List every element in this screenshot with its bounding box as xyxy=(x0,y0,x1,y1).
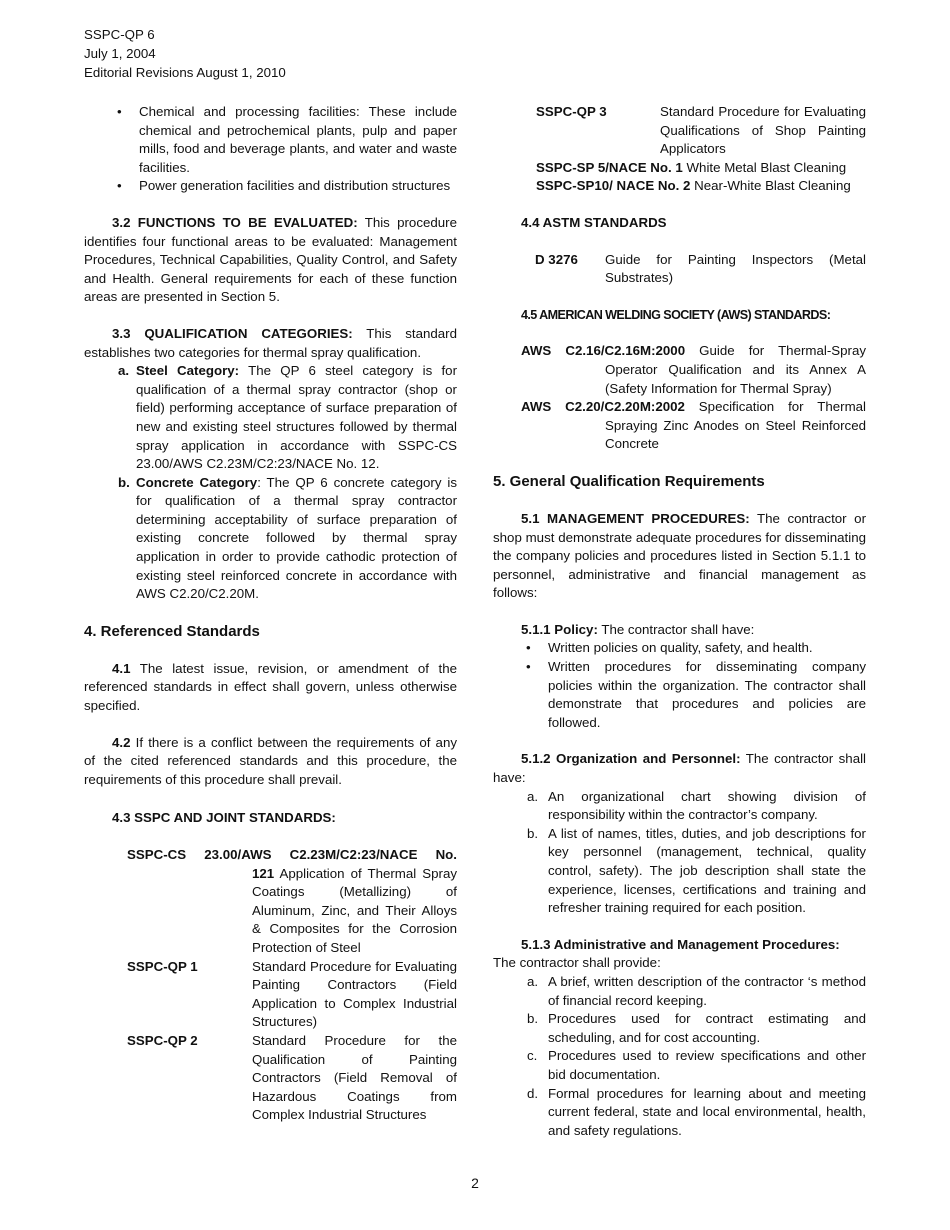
item-heading: Concrete Category xyxy=(136,474,258,490)
standard-key: 121 xyxy=(252,865,275,881)
left-column xyxy=(84,103,457,1125)
standard-key: SSPC-QP 1 xyxy=(127,958,198,974)
item-text: Procedures used to review specifications and other bid documentation. xyxy=(548,1048,866,1082)
standard-entry xyxy=(536,103,866,159)
standard-text: Application of Thermal Spray Coatings (Metallizing) of Aluminum, Zinc, and Their Alloys & Composites for the Corrosion Protection of Steel xyxy=(252,865,457,955)
section-5-1-3 xyxy=(493,936,866,955)
standard-text: Near-White Blast Cleaning xyxy=(690,178,851,194)
item-letter: a. xyxy=(118,363,130,379)
section-heading: 3.3 QUALIFICATION CATEGORIES: xyxy=(112,325,353,341)
paragraph-text: If there is a conflict between the requirements of any of the cited referenced standards and this procedure, the requirements of this procedure shall prevail. xyxy=(84,734,457,787)
standard-key: D 3276 xyxy=(535,251,578,267)
organization-list xyxy=(493,788,866,918)
paragraph-text: The latest issue, revision, or amendment of the referenced standards in effect shall govern, unless otherwise specified. xyxy=(84,660,457,714)
standard-entry xyxy=(536,177,866,196)
item-letter: b. xyxy=(118,474,130,490)
page-number: 2 xyxy=(471,1175,479,1191)
standard-key: SSPC-QP 3 xyxy=(536,104,607,119)
item-text: An organizational chart showing division of responsibility within the contractor’s company. xyxy=(548,788,866,823)
item-text: Formal procedures for learning about and meeting current federal, state and local environmental, health, and safety regulations. xyxy=(548,1085,866,1138)
facility-list xyxy=(84,103,457,196)
section-5-1-2 xyxy=(493,750,866,787)
right-column xyxy=(493,103,866,1140)
standard-entry xyxy=(521,342,866,398)
section-heading: 4.5 AMERICAN WELDING SOCIETY (AWS) STANDARDS: xyxy=(521,307,831,322)
paragraph-text: The contractor or shop must demonstrate adequate procedures for disseminating the company policies and procedures listed in Section 5.1.1 to personnel, administrative and financial management as follows: xyxy=(493,510,866,601)
standard-entry xyxy=(127,958,457,1032)
standard-key: SSPC-CS 23.00/AWS C2.23M/C2:23/NACE No. xyxy=(127,847,457,862)
list-item: • Power generation facilities and distribution structures xyxy=(84,177,457,196)
standard-text: White Metal Blast Cleaning xyxy=(682,159,847,175)
section-4-3-heading xyxy=(84,809,457,828)
standards-list-cont xyxy=(493,103,866,196)
standard-text: Standard Procedure for Evaluating Qualifications of Shop Painting Applicators xyxy=(660,104,866,157)
list-item xyxy=(493,788,866,825)
paragraph-text: This standard establishes two categories for thermal spray qualification. xyxy=(84,325,457,360)
paragraph-text: The contractor shall have: xyxy=(597,621,755,637)
list-item xyxy=(493,1085,866,1141)
section-5-1-1 xyxy=(493,621,866,640)
paragraph-text: The contractor shall have: xyxy=(493,751,866,786)
standard-key: SSPC-SP 5/NACE No. 1 xyxy=(536,159,683,175)
standard-text: Specification for Thermal Spraying Zinc Anodes on Steel Reinforced Concrete xyxy=(605,399,866,452)
list-item: • Written policies on quality, safety, and health. xyxy=(493,639,866,658)
standard-entry xyxy=(127,1032,457,1125)
item-text: Procedures used for contract estimating and scheduling, and for cost accounting. xyxy=(548,1011,866,1045)
standard-entry xyxy=(493,251,866,288)
list-item xyxy=(493,825,866,918)
list-item xyxy=(493,1010,866,1047)
paragraph-text: This procedure identifies four functional areas to be evaluated: Management Procedures, Technical Capabilities, Quality Control, and Safety and Health. General requirements for each of these function areas are presented in Section 5. xyxy=(84,214,457,305)
item-letter: c. xyxy=(527,1048,538,1064)
section-3-2 xyxy=(84,214,457,307)
standard-key: AWS C2.20/C2.20M:2002 xyxy=(521,399,685,415)
item-letter: d. xyxy=(527,1085,539,1101)
paragraph-text: The contractor shall provide: xyxy=(493,955,661,971)
category-list xyxy=(84,362,457,604)
section-4-5-heading xyxy=(493,306,866,325)
aws-list xyxy=(493,342,866,454)
standard-text: Guide for Painting Inspectors (Metal Substrates) xyxy=(605,251,866,286)
list-item xyxy=(84,362,457,474)
standard-key: AWS C2.16/C2.16M:2000 xyxy=(521,343,686,359)
administrative-list xyxy=(493,973,866,1140)
item-heading: Steel Category: xyxy=(136,363,240,379)
policy-list xyxy=(493,639,866,732)
item-text: A list of names, titles, duties, and job descriptions for key personnel (management, technical, quality control, safety). The job description shall state the experience, licenses, certifications and training and refresher training required for each position. xyxy=(548,825,866,916)
list-item xyxy=(84,474,457,604)
section-heading: 4.3 SSPC AND JOINT STANDARDS: xyxy=(112,810,336,826)
standard-entry xyxy=(521,398,866,454)
standards-list xyxy=(84,846,457,1125)
section-3-3 xyxy=(84,325,457,362)
section-4-4-heading xyxy=(493,214,866,233)
standard-desc xyxy=(127,865,457,958)
section-heading: 5.1.3 Administrative and Management Procedures: xyxy=(521,936,840,952)
list-item: • Written procedures for disseminating company policies within the organization. The contractor shall demonstrate that procedures and policies are followed. xyxy=(493,658,866,732)
standard-text: Standard Procedure for the Qualification of Painting Contractors (Field Removal of Hazardous Coatings from Complex Industrial Structures xyxy=(252,1032,457,1123)
section-heading: 4.4 ASTM STANDARDS xyxy=(521,214,667,230)
item-letter: a. xyxy=(527,973,539,989)
standard-text: Standard Procedure for Evaluating Painting Contractors (Field Application to Complex Industrial Structures) xyxy=(252,958,457,1030)
list-item xyxy=(493,1047,866,1084)
doc-id: SSPC-QP 6 xyxy=(84,27,155,42)
section-heading: 5.1.1 Policy: xyxy=(521,621,598,637)
item-text: : The QP 6 concrete category is for qualification of a thermal spray contractor determining acceptability of surface preparation of existing concrete followed by thermal spray application in order to provide cathodic protection of existing steel reinforced concrete in accordance with AWS C2.20/C2.20M. xyxy=(136,474,457,602)
item-text: The QP 6 steel category is for qualification of a thermal spray contractor (shop or field) performing acceptance of surface preparation of new and existing steel structures followed by thermal spray application in accordance with SSPC-CS 23.00/AWS C2.23M/C2:23/NACE No. 12. xyxy=(136,363,457,472)
section-heading: 3.2 FUNCTIONS TO BE EVALUATED: xyxy=(112,214,358,230)
standard-key: SSPC-SP10/ NACE No. 2 xyxy=(536,178,691,194)
list-item xyxy=(493,973,866,1010)
section-4-2 xyxy=(84,734,457,790)
item-letter: b. xyxy=(527,1011,539,1027)
item-text: A brief, written description of the contractor ‘s method of financial record keeping. xyxy=(548,973,866,1008)
section-4-1 xyxy=(84,660,457,716)
section-heading: 5.1.2 Organization and Personnel: xyxy=(521,751,741,767)
item-letter: b. xyxy=(527,825,539,841)
section-number: 4.1 xyxy=(112,660,131,676)
standard-key: SSPC-QP 2 xyxy=(127,1032,198,1048)
section-title: 4. Referenced Standards xyxy=(84,622,260,640)
doc-revision: Editorial Revisions August 1, 2010 xyxy=(84,65,286,80)
list-item: • Chemical and processing facilities: These include chemical and petrochemical plants, pulp and paper mills, food and beverage plants, and water and waste facilities. xyxy=(84,103,457,177)
item-letter: a. xyxy=(527,788,539,804)
section-heading: 5.1 MANAGEMENT PROCEDURES: xyxy=(521,510,750,526)
standard-text: Guide for Thermal-Spray Operator Qualification and its Annex A (Safety Information for Thermal Spray) xyxy=(605,343,866,396)
section-title: 5. General Qualification Requirements xyxy=(493,472,765,490)
standard-entry xyxy=(536,159,866,178)
page-header xyxy=(84,25,286,82)
doc-date: July 1, 2004 xyxy=(84,46,156,61)
section-number: 4.2 xyxy=(112,734,131,750)
section-5-1 xyxy=(493,510,866,603)
